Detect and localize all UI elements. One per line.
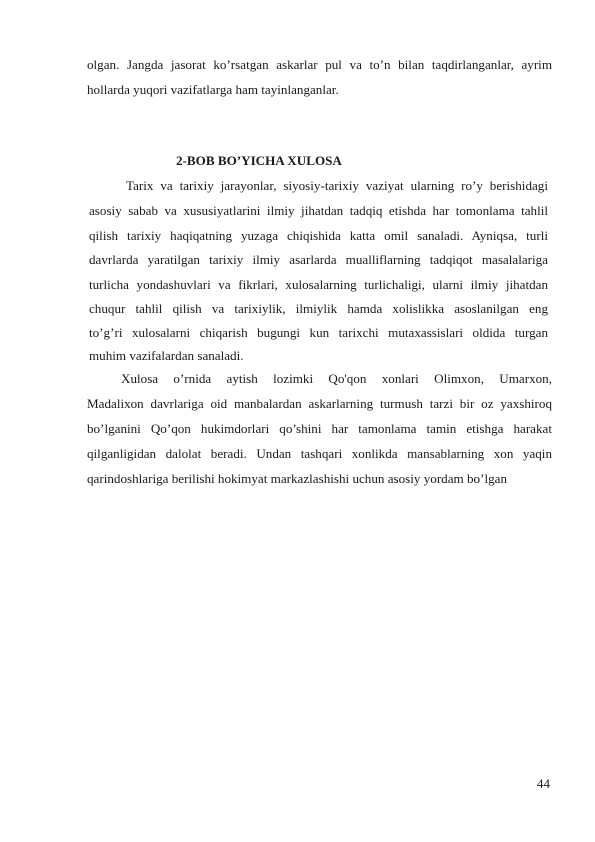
summary-line: chuqur tahlil qilish va tarixiylik, ilmiylik hamda xolislikka asoslanilgan eng (89, 301, 548, 316)
section-heading: 2-BOB BO’YICHA XULOSA (176, 153, 342, 168)
summary-line: asosiy sabab va xususiyatlarini ilmiy jihatdan tadqiq etishda har tomonlama tahlil (89, 203, 548, 218)
summary-line: turlicha yondashuvlari va fikrlari, xulosalarning turlichaligi, ularni ilmiy jihatdan (89, 277, 548, 292)
body-line: olgan. Jangda jasorat ko’rsatgan askarlar pul va to’n bilan taqdirlanganlar, ayrim (87, 57, 552, 72)
summary-line: Tarix va tarixiy jarayonlar, siyosiy-tarixiy vaziyat ularning ro’y berishidagi (126, 178, 548, 193)
summary-line: qilish tarixiy haqiqatning yuzaga chiqishida katta omil sanaladi. Ayniqsa, turli (89, 228, 548, 243)
conclusion-line: bo’lganini Qo’qon hukimdorlari qo’shini har tamonlama tamin etishga harakat (87, 421, 552, 436)
conclusion-line: Xulosa o’rnida aytish lozimki Qo'qon xonlari Olimxon, Umarxon, (121, 371, 552, 386)
summary-line: muhim vazifalardan sanaladi. (89, 348, 244, 363)
body-line: hollarda yuqori vazifatlarga ham tayinlanganlar. (87, 82, 339, 97)
conclusion-line: Madalixon davrlariga oid manbalardan askarlarning turmush tarzi bir oz yaxshiroq (87, 396, 552, 411)
conclusion-line: qilganligidan dalolat beradi. Undan tashqari xonlikda mansablarning xon yaqin (87, 446, 552, 461)
summary-line: to’g’ri xulosalarni chiqarish bugungi kun tarixchi mutaxassislari oldida turgan (89, 325, 548, 340)
conclusion-line: qarindoshlariga berilishi hokimyat markazlashishi uchun asosiy yordam bo’lgan (87, 471, 507, 486)
page-number: 44 (536, 776, 550, 791)
summary-line: davrlarda yaratilgan tarixiy ilmiy asarlarda mualliflarning tadqiqot masalalariga (89, 252, 548, 267)
